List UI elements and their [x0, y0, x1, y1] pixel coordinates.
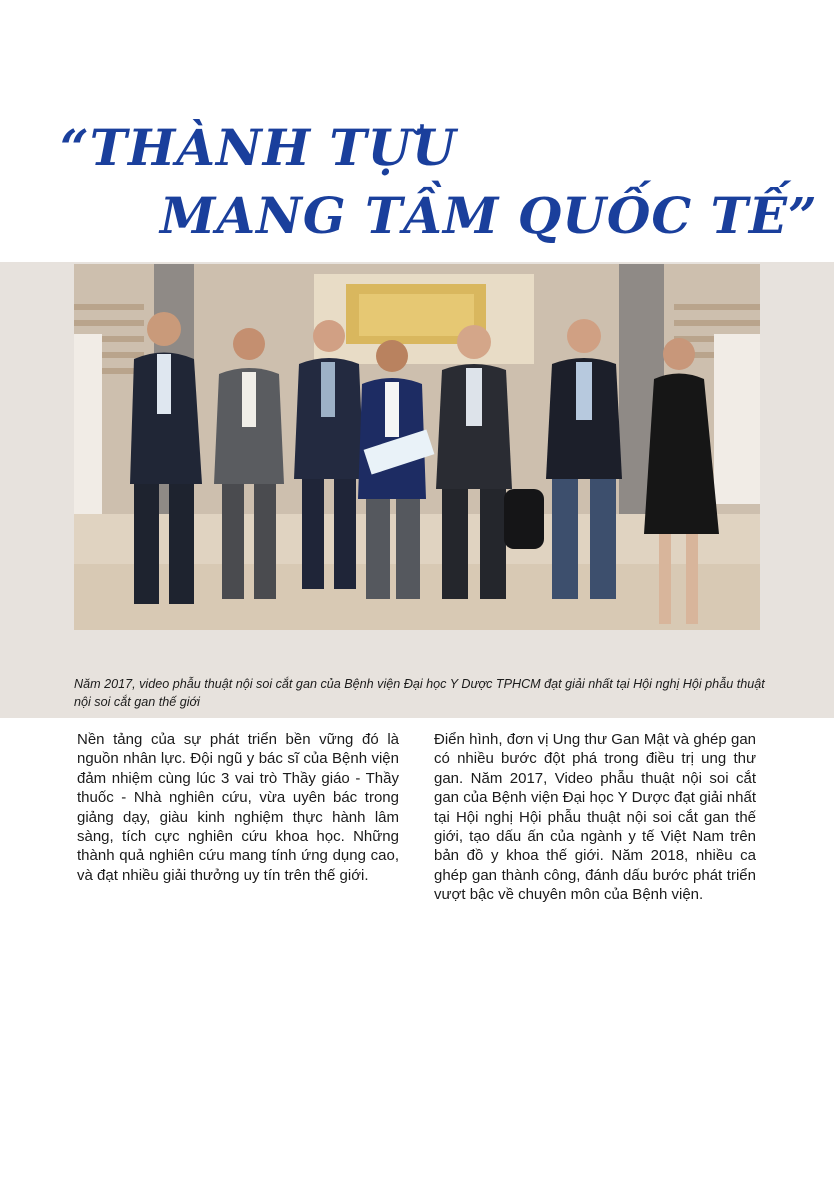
headline	[0, 0, 834, 260]
body-right-column: Điển hình, đơn vị Ung thư Gan Mật và ghép gan có nhiều bước đột phá trong điều trị ung thư gan. Năm 2017, Video phẫu thuật nội soi cắt gan của Bệnh viện Đại học Y Dược đạt giải nhất tại Hội nghị Hội phẫu thuật nội soi cắt gan thế giới, tạo dấu ấn của ngành y tế Việt Nam trên bản đồ y khoa thế giới. Năm 2018, nhiều ca ghép gan thành công, đánh dấu bước phát triển vượt bậc về chuyên môn của Bệnh viện.	[434, 731, 756, 904]
photo-caption: Năm 2017, video phẫu thuật nội soi cắt gan của Bệnh viện Đại học Y Dược TPHCM đạt giải nhất tại Hội nghị Hội phẫu thuật nội soi cắt gan thế giới	[74, 677, 765, 709]
headline-line-1: “THÀNH TỰU	[60, 118, 457, 177]
photo-band	[0, 262, 834, 718]
headline-line-2: MANG TẦM QUỐC TẾ”	[160, 186, 818, 245]
group-photo	[74, 264, 760, 630]
body-left-column: Nền tảng của sự phát triển bền vững đó là nguồn nhân lực. Đội ngũ y bác sĩ của Bệnh viện đảm nhiệm cùng lúc 3 vai trò Thầy giáo - Thầy thuốc - Nhà nghiên cứu, vừa uyên bác trong giảng dạy, giàu kinh nghiệm thực hành lâm sàng, tích cực nghiên cứu khoa học. Những thành quả nghiên cứu mang tính ứng dụng cao, và đạt nhiều giải thưởng uy tín trên thế giới.	[77, 731, 399, 884]
